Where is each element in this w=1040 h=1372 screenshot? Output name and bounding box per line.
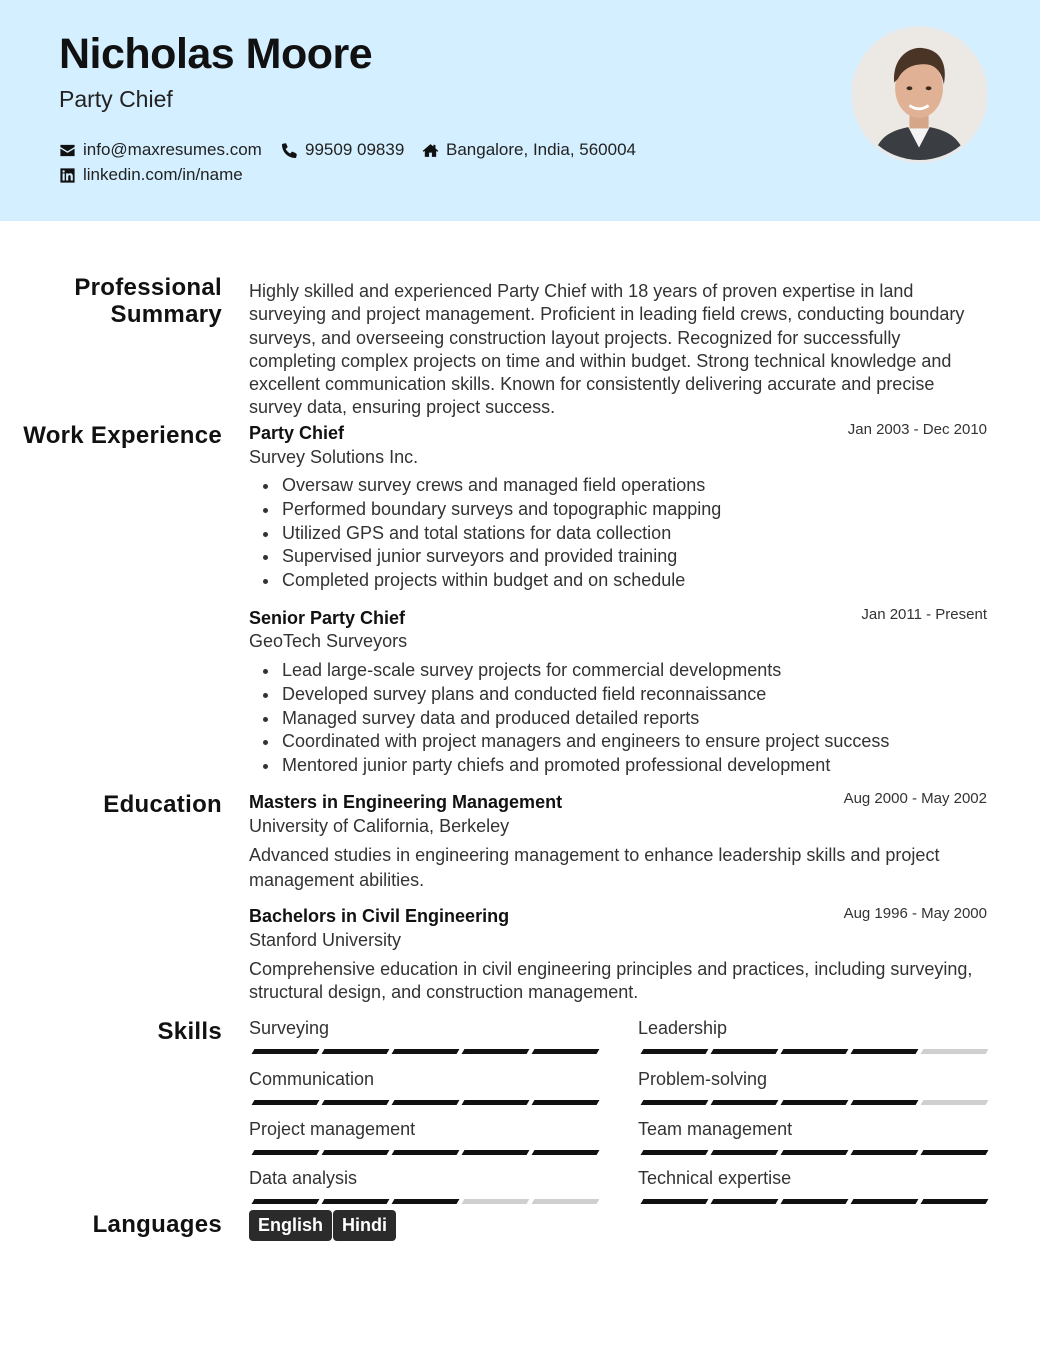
skill-level-segment [851, 1199, 919, 1204]
job-bullets [282, 474, 982, 593]
skill-level-segment [392, 1049, 460, 1054]
skill-level-segment [252, 1199, 320, 1204]
skill-level-bar [253, 1049, 598, 1054]
list-item: Oversaw survey crews and managed field operations [282, 474, 982, 498]
skills-heading: Skills [157, 1018, 222, 1045]
skill-level-bar [253, 1150, 598, 1155]
skill-level-segment [781, 1199, 849, 1204]
contact-address [422, 140, 636, 160]
skill-level-segment [462, 1049, 530, 1054]
skill-level-segment [711, 1150, 779, 1155]
list-item: Lead large-scale survey projects for commercial developments [282, 659, 982, 683]
skill-level-segment [781, 1150, 849, 1155]
language-badge: Hindi [333, 1210, 396, 1241]
skill-level-segment [921, 1100, 989, 1105]
job-bullets [282, 659, 982, 778]
skill-level-segment [851, 1100, 919, 1105]
education-heading: Education [103, 791, 222, 818]
skill-level-bar [642, 1150, 987, 1155]
list-item: Utilized GPS and total stations for data collection [282, 522, 982, 546]
experience-heading: Work Experience [23, 422, 222, 449]
skill-level-bar [642, 1100, 987, 1105]
list-item: Managed survey data and produced detailed reports [282, 707, 982, 731]
phone-text: 99509 09839 [305, 140, 405, 159]
skill-name: Technical expertise [638, 1168, 792, 1188]
school-name: University of California, Berkeley [249, 816, 510, 836]
job-title: Party Chief [249, 423, 345, 443]
skill-level-segment [252, 1049, 320, 1054]
list-item: Mentored junior party chiefs and promoted professional development [282, 754, 982, 778]
skill-name: Surveying [249, 1018, 330, 1038]
language-badge: English [249, 1210, 332, 1241]
list-item: Performed boundary surveys and topographic mapping [282, 498, 982, 522]
skill-level-segment [711, 1199, 779, 1204]
skill-name: Communication [249, 1069, 375, 1089]
job-company: GeoTech Surveyors [249, 631, 408, 651]
profile-photo [851, 26, 988, 163]
skill-level-segment [781, 1049, 849, 1054]
degree-description: Comprehensive education in civil engineering principles and practices, including surveying, structural design, and construction management. [249, 959, 973, 1003]
skill-level-segment [322, 1049, 390, 1054]
skill-level-bar [642, 1199, 987, 1204]
skill-level-segment [392, 1100, 460, 1105]
skill-level-segment [921, 1150, 989, 1155]
skill-level-segment [851, 1049, 919, 1054]
degree-dates: Aug 1996 - May 2000 [843, 905, 987, 922]
skill-level-segment [641, 1100, 709, 1105]
languages-heading: Languages [92, 1211, 222, 1238]
linkedin-text: linkedin.com/in/name [83, 165, 243, 184]
skill-name: Leadership [638, 1018, 728, 1038]
email-text: info@maxresumes.com [83, 140, 262, 159]
skill-name: Team management [638, 1119, 793, 1139]
skill-level-segment [921, 1199, 989, 1204]
skill-level-segment [851, 1150, 919, 1155]
job-dates: Jan 2011 - Present [861, 606, 987, 623]
phone-icon [281, 142, 298, 159]
job-dates: Jan 2003 - Dec 2010 [847, 421, 987, 438]
skill-name: Data analysis [249, 1168, 358, 1188]
skill-level-segment [252, 1100, 320, 1105]
resume-header [0, 0, 1040, 221]
skill-level-bar [253, 1100, 598, 1105]
skill-level-segment [392, 1199, 460, 1204]
skill-level-segment [532, 1100, 600, 1105]
skill-name: Problem-solving [638, 1069, 768, 1089]
candidate-name: Nicholas Moore [59, 30, 373, 78]
degree-description: Advanced studies in engineering management to enhance leadership skills and project management abilities. [249, 845, 940, 890]
candidate-title: Party Chief [59, 86, 173, 112]
linkedin-icon [59, 167, 76, 184]
skill-level-segment [641, 1049, 709, 1054]
skill-level-segment [322, 1199, 390, 1204]
skill-level-segment [322, 1150, 390, 1155]
degree-dates: Aug 2000 - May 2002 [843, 790, 987, 807]
summary-heading: Professional Summary [74, 274, 222, 328]
skill-level-segment [641, 1199, 709, 1204]
skill-level-segment [462, 1100, 530, 1105]
job-title: Senior Party Chief [249, 608, 406, 628]
skill-level-segment [711, 1049, 779, 1054]
skill-level-segment [532, 1049, 600, 1054]
skill-level-segment [532, 1199, 600, 1204]
contact-email[interactable] [59, 140, 262, 160]
list-item: Developed survey plans and conducted field reconnaissance [282, 683, 982, 707]
envelope-icon [59, 142, 76, 159]
skill-level-segment [921, 1049, 989, 1054]
home-icon [422, 142, 439, 159]
skill-level-segment [711, 1100, 779, 1105]
skill-name: Project management [249, 1119, 416, 1139]
skill-level-segment [252, 1150, 320, 1155]
job-company: Survey Solutions Inc. [249, 447, 419, 467]
skill-level-bar [642, 1049, 987, 1054]
contact-phone[interactable] [281, 140, 404, 160]
list-item: Supervised junior surveyors and provided training [282, 545, 982, 569]
skill-level-segment [781, 1100, 849, 1105]
list-item: Coordinated with project managers and engineers to ensure project success [282, 730, 982, 754]
skill-level-segment [392, 1150, 460, 1155]
skill-level-segment [641, 1150, 709, 1155]
summary-text: Highly skilled and experienced Party Chief with 18 years of proven expertise in land surveying and project management. Proficient in leading field crews, conducting boundary surveys, and overseeing construction layout projects. Recognized for successfully completing complex projects on time and within budget. Strong technical knowledge and excellent communication skills. Known for consistently delivering accurate and precise survey data, ensuring project success. [249, 281, 965, 418]
skill-level-segment [462, 1150, 530, 1155]
degree-title: Masters in Engineering Management [249, 792, 563, 812]
contact-linkedin[interactable] [59, 165, 243, 185]
address-text: Bangalore, India, 560004 [446, 140, 636, 159]
skill-level-bar [253, 1199, 598, 1204]
skill-level-segment [322, 1100, 390, 1105]
degree-title: Bachelors in Civil Engineering [249, 906, 510, 926]
school-name: Stanford University [249, 930, 402, 950]
skill-level-segment [462, 1199, 530, 1204]
skill-level-segment [532, 1150, 600, 1155]
list-item: Completed projects within budget and on schedule [282, 569, 982, 593]
